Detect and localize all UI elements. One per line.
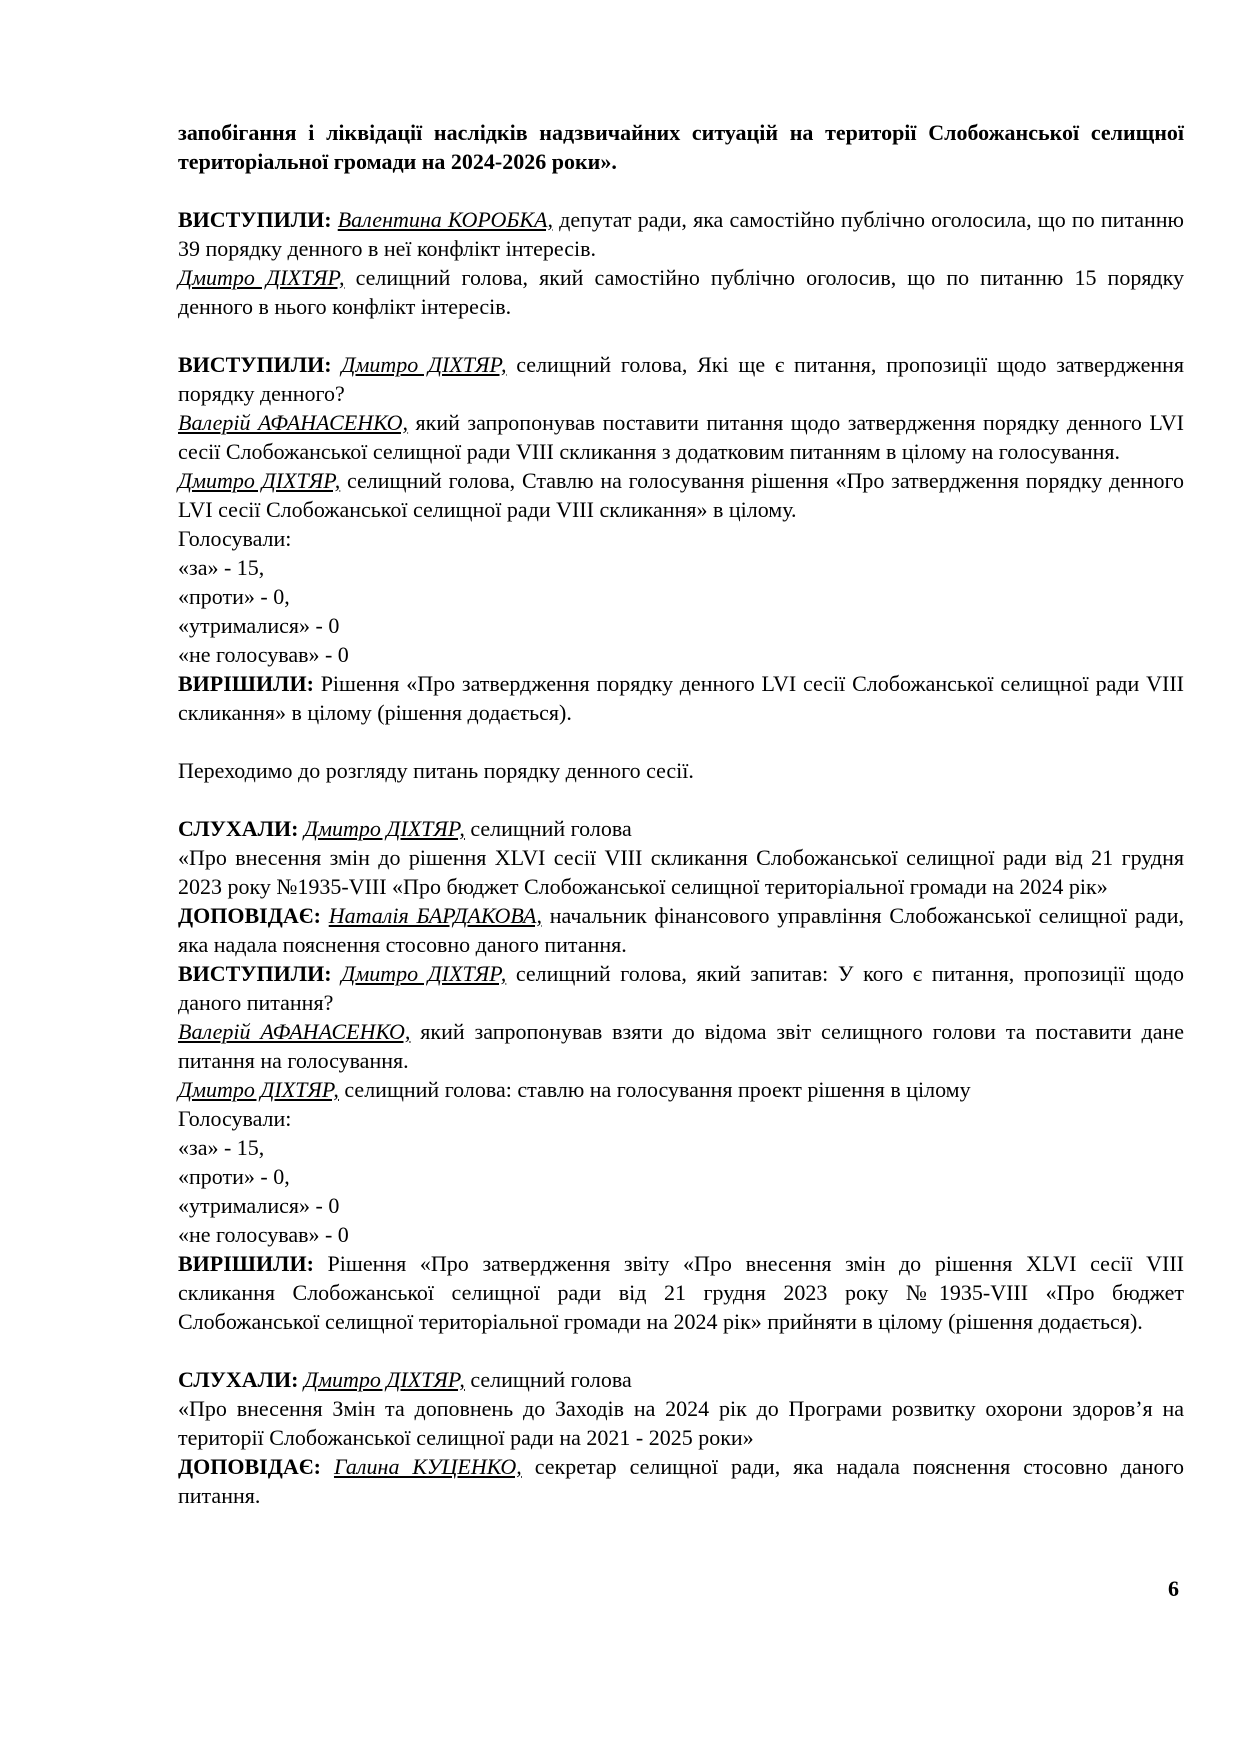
person-name: Валентина КОРОБКА, <box>337 207 553 232</box>
speaker-paragraph <box>178 1017 1184 1075</box>
resolution-paragraph <box>178 1249 1184 1336</box>
section-label: ВИРІШИЛИ: <box>178 1251 314 1276</box>
person-name: Наталія БАРДАКОВА, <box>328 903 542 928</box>
section-label: ВИСТУПИЛИ: <box>178 961 332 986</box>
reporter-paragraph <box>178 1452 1184 1510</box>
speech-text: селищний голова: ставлю на голосування проект рішення в цілому <box>338 1077 971 1102</box>
speech-text: депутат ради, яка самостійно публічно оголосила, що по питанню 39 порядку денного в неї конфлікт інтересів. <box>178 207 1184 261</box>
speech-text: секретар селищної ради, яка надала пояснення стосовно даного питання. <box>178 1454 1184 1508</box>
heard-paragraph <box>178 1365 1184 1394</box>
section-label: ДОПОВІДАЄ: <box>178 903 321 928</box>
section-healthcare-program <box>178 1365 1184 1510</box>
vote-line: «за» - 15, <box>178 1135 265 1160</box>
vote-line: «утрималися» - 0 <box>178 1193 340 1218</box>
speaker-paragraph <box>178 263 1184 321</box>
speech-text: селищний голова, який запитав: У кого є питання, пропозиції щодо даного питання? <box>178 961 1184 1015</box>
transition-text: Переходимо до розгляду питань порядку денного сесії. <box>178 758 694 783</box>
vote-line: «утрималися» - 0 <box>178 613 340 638</box>
resolution-paragraph <box>178 669 1184 727</box>
page-number: 6 <box>1168 1576 1179 1601</box>
speaker-paragraph <box>178 205 1184 263</box>
section-label: ВИСТУПИЛИ: <box>178 352 332 377</box>
person-name: Валерій АФАНАСЕНКО, <box>178 410 409 435</box>
section-label: ДОПОВІДАЄ: <box>178 1454 321 1479</box>
document-body <box>178 118 1184 1510</box>
vote-line: «не голосував» - 0 <box>178 1222 349 1247</box>
speaker-paragraph <box>178 350 1184 408</box>
section-label: СЛУХАЛИ: <box>178 816 299 841</box>
section-agenda-approval <box>178 350 1184 727</box>
spacer <box>178 176 1184 205</box>
section-label: СЛУХАЛИ: <box>178 1367 299 1392</box>
person-name: Дмитро ДІХТЯР, <box>178 468 341 493</box>
person-name: Дмитро ДІХТЯР, <box>341 352 507 377</box>
person-role: селищний голова <box>464 1367 632 1392</box>
topic-text: «Про внесення змін до рішення XLVI сесії VIII скликання Слобожанської селищної ради від 21 грудня 2023 року №1935-VIII «Про бюджет Слобожанської селищної територіальної громади на 2024 рік» <box>178 845 1184 899</box>
speaker-paragraph <box>178 1075 1184 1104</box>
person-name: Галина КУЦЕНКО, <box>333 1454 522 1479</box>
section-label: ВИСТУПИЛИ: <box>178 207 332 232</box>
resolution-text: Рішення «Про затвердження порядку денного LVI сесії Слобожанської селищної ради VIII скликання» в цілому (рішення додається). <box>178 671 1184 725</box>
heard-paragraph <box>178 814 1184 843</box>
paragraph-continuation: запобігання і ліквідації наслідків надзвичайних ситуацій на території Слобожанської селищної територіальної громади на 2024-2026 роки». <box>178 120 1184 174</box>
spacer <box>178 1336 1184 1365</box>
vote-line: «за» - 15, <box>178 555 265 580</box>
resolution-text: Рішення «Про затвердження звіту «Про внесення змін до рішення XLVI сесії VIII скликання Слобожанської селищної ради від 21 грудня 2023 року №1935-VIII «Про бюджет Слобожанської селищної територіальної громади на 2024 рік» прийняти в цілому (рішення додається). <box>178 1251 1184 1334</box>
person-name: Валерій АФАНАСЕНКО, <box>178 1019 411 1044</box>
spacer <box>178 321 1184 350</box>
person-name: Дмитро ДІХТЯР, <box>303 816 465 841</box>
speech-text: селищний голова, який самостійно публічно оголосив, що по питанню 15 порядку денного в нього конфлікт інтересів. <box>178 265 1185 319</box>
speech-text: начальник фінансового управління Слобожанської селищної ради, яка надала пояснення стосовно даного питання. <box>178 903 1185 957</box>
section-budget-amendment <box>178 814 1184 1336</box>
person-name: Дмитро ДІХТЯР, <box>341 961 507 986</box>
speech-text: селищний голова, Ставлю на голосування рішення «Про затвердження порядку денного LVI сесії Слобожанської селищної ради VIII скликання» в цілому. <box>178 468 1185 522</box>
person-name: Дмитро ДІХТЯР, <box>303 1367 465 1392</box>
reporter-paragraph <box>178 901 1184 959</box>
topic-text: «Про внесення Змін та доповнень до Заходів на 2024 рік до Програми розвитку охорони здоров’я на території Слобожанської селищної ради на 2021 - 2025 роки» <box>178 1396 1184 1450</box>
speech-text: селищний голова, Які ще є питання, пропозиції щодо затвердження порядку денного? <box>178 352 1184 406</box>
vote-line: «проти» - 0, <box>178 1164 290 1189</box>
section-label: ВИРІШИЛИ: <box>178 671 314 696</box>
speaker-paragraph <box>178 959 1184 1017</box>
vote-line: Голосували: <box>178 526 292 551</box>
speech-text: який запропонував взяти до відома звіт селищного голови та поставити дане питання на голосування. <box>178 1019 1184 1073</box>
section-speakers-conflict <box>178 205 1184 321</box>
vote-line: Голосували: <box>178 1106 292 1131</box>
vote-line: «не голосував» - 0 <box>178 642 349 667</box>
spacer <box>178 727 1184 756</box>
vote-line: «проти» - 0, <box>178 584 290 609</box>
speaker-paragraph <box>178 466 1184 524</box>
speech-text: який запропонував поставити питання щодо затвердження порядку денного LVI сесії Слобожанської селищної ради VIII скликання з додатковим питанням в цілому на голосування. <box>178 410 1184 464</box>
speaker-paragraph <box>178 408 1184 466</box>
spacer <box>178 785 1184 814</box>
person-name: Дмитро ДІХТЯР, <box>178 265 345 290</box>
person-name: Дмитро ДІХТЯР, <box>178 1077 339 1102</box>
person-role: селищний голова <box>464 816 632 841</box>
